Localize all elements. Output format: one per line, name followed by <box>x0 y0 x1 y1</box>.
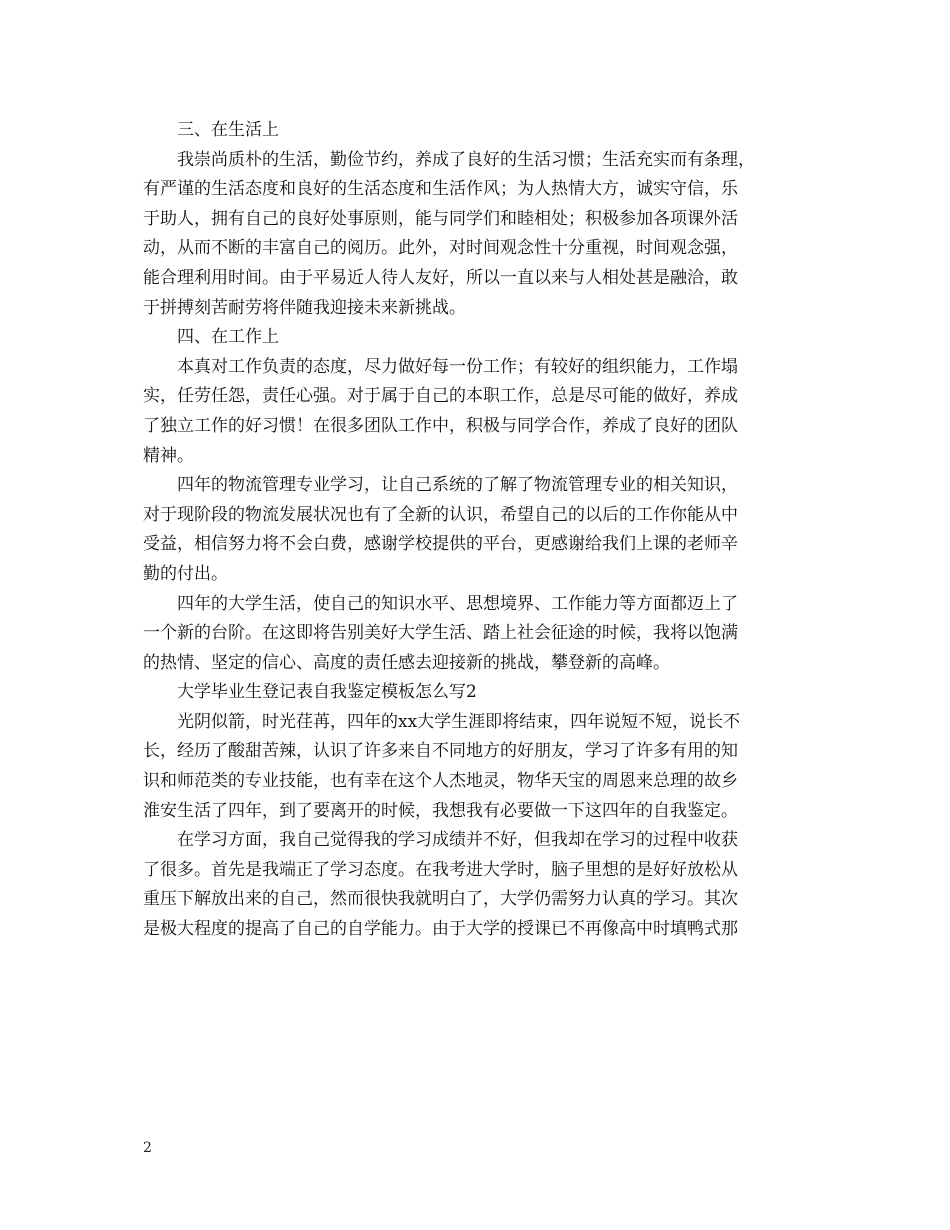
paragraph-line: 是极大程度的提高了自己的自学能力。由于大学的授课已不再像高中时填鸭式那 <box>143 919 738 940</box>
paragraph-line: 淮安生活了四年，到了要离开的时候，我想我有必要做一下这四年的自我鉴定。 <box>143 800 738 821</box>
paragraph-line: 能合理利用时间。由于平易近人待人友好，所以一直以来与人相处甚是融洽，敢 <box>143 267 738 288</box>
paragraph-line: 实，任劳任怨，责任心强。对于属于自己的本职工作，总是尽可能的做好，养成 <box>143 386 738 407</box>
paragraph-line: 受益，相信努力将不会白费，感谢学校提供的平台，更感谢给我们上课的老师辛 <box>143 534 738 555</box>
paragraph-line: 本真对工作负责的态度，尽力做好每一份工作；有较好的组织能力，工作塌 <box>177 356 738 377</box>
paragraph-line: 有严谨的生活态度和良好的生活态度和生活作风；为人热情大方，诚实守信，乐 <box>143 179 738 200</box>
paragraph-line: 四年的物流管理专业学习，让自己系统的了解了物流管理专业的相关知识， <box>177 475 738 496</box>
paragraph-line: 长，经历了酸甜苦辣，认识了许多来自不同地方的好朋友，学习了许多有用的知 <box>143 741 738 762</box>
paragraph-line: 精神。 <box>143 445 194 466</box>
paragraph-line: 光阴似箭，时光荏苒，四年的xx大学生涯即将结束，四年说短不短，说长不 <box>177 711 741 732</box>
paragraph-line: 对于现阶段的物流发展状况也有了全新的认识，希望自己的以后的工作你能从中 <box>143 504 738 525</box>
paragraph-line: 动，从而不断的丰富自己的阅历。此外，对时间观念性十分重视，时间观念强， <box>143 238 738 259</box>
paragraph-line: 识和师范类的专业技能，也有幸在这个人杰地灵，物华天宝的周恩来总理的故乡 <box>143 771 738 792</box>
paragraph-line: 勤的付出。 <box>143 563 228 584</box>
page-number: 2 <box>143 1140 152 1156</box>
paragraph-line: 我崇尚质朴的生活，勤俭节约，养成了良好的生活习惯；生活充实而有条理， <box>177 149 755 170</box>
section-heading: 三、在生活上 <box>177 120 279 140</box>
paragraph-line: 重压下解放出来的自己，然而很快我就明白了，大学仍需努力认真的学习。其次 <box>143 889 738 910</box>
paragraph-line: 了很多。首先是我端正了学习态度。在我考进大学时，脑子里想的是好好放松从 <box>143 859 738 880</box>
paragraph-line: 于拼搏刻苦耐劳将伴随我迎接未来新挑战。 <box>143 297 466 318</box>
document-body <box>143 116 808 945</box>
paragraph-line: 四年的大学生活，使自己的知识水平、思想境界、工作能力等方面都迈上了 <box>177 593 738 614</box>
paragraph-line: 的热情、坚定的信心、高度的责任感去迎接新的挑战，攀登新的高峰。 <box>143 652 670 673</box>
paragraph-line: 于助人，拥有自己的良好处事原则，能与同学们和睦相处；积极参加各项课外活 <box>143 208 738 229</box>
paragraph-line: 了独立工作的好习惯！在很多团队工作中，积极与同学合作，养成了良好的团队 <box>143 415 738 436</box>
section-heading: 四、在工作上 <box>177 327 279 348</box>
section-title: 大学毕业生登记表自我鉴定模板怎么写2 <box>177 682 477 703</box>
paragraph-line: 在学习方面，我自己觉得我的学习成绩并不好，但我却在学习的过程中收获 <box>177 830 738 851</box>
paragraph-line: 一个新的台阶。在这即将告别美好大学生活、踏上社会征途的时候，我将以饱满 <box>143 623 738 644</box>
